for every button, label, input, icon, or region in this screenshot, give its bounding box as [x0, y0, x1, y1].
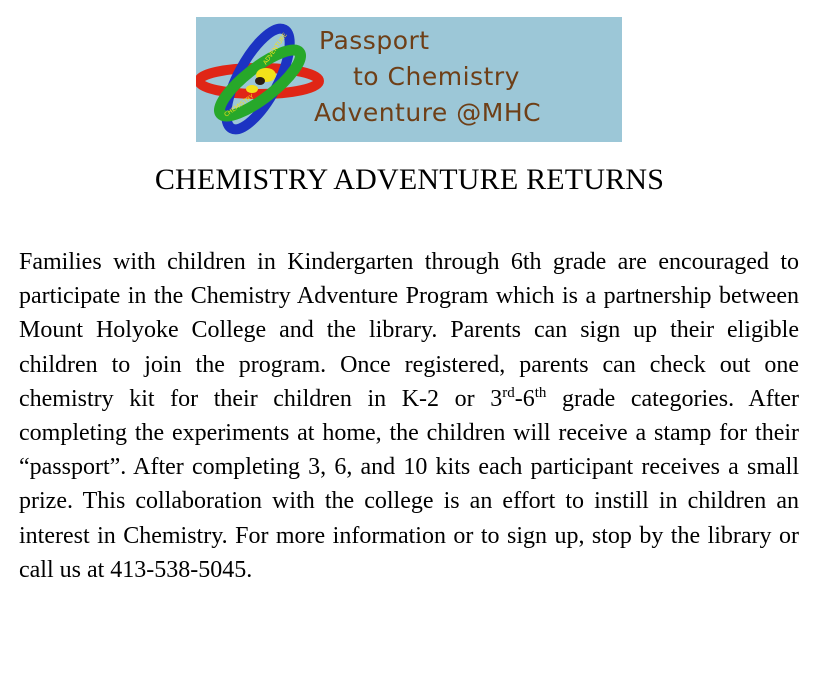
logo-line-3: Adventure @MHC: [314, 98, 542, 127]
atom-rings-icon: [196, 17, 326, 142]
grade-start: 3: [490, 385, 503, 412]
logo-wordmark: [314, 23, 614, 131]
grade-start-suffix: rd: [502, 384, 515, 401]
grade-dash: -: [514, 385, 523, 412]
paragraph-part-1: Families with children in Kindergarten through 6th grade are encouraged to participate in the Chemistry Adventure Program which is a partnership between Mount Holyoke College and the library. Parents can sign up their eligible children to join the program. Once registered, parents can check out one chemistry kit for their children in K-2 or: [19, 249, 799, 412]
logo-line-2: to Chemistry: [353, 62, 520, 91]
logo-line-1: Passport: [319, 26, 430, 55]
grade-end-suffix: th: [534, 384, 547, 401]
page-title: CHEMISTRY ADVENTURE RETURNS: [154, 163, 665, 196]
ring-label-adventure: ADVENTURE: [261, 31, 289, 67]
paragraph-part-2: grade categories. After completing the experiments at home, the children will receive a stamp for their “passport”. After completing 3, 6, and 10 kits each participant receives a small prize. This collaboration with the college is an effort to instill in children an interest in Chemistry. For more information or to sign up, stop by the library or call us at 413-538-5045.: [19, 385, 800, 583]
passport-logo: [196, 17, 622, 142]
grade-end: 6: [522, 385, 535, 412]
ring-label-chemistry: CHEMISTRY: [223, 93, 256, 119]
announcement-paragraph: [19, 245, 799, 587]
